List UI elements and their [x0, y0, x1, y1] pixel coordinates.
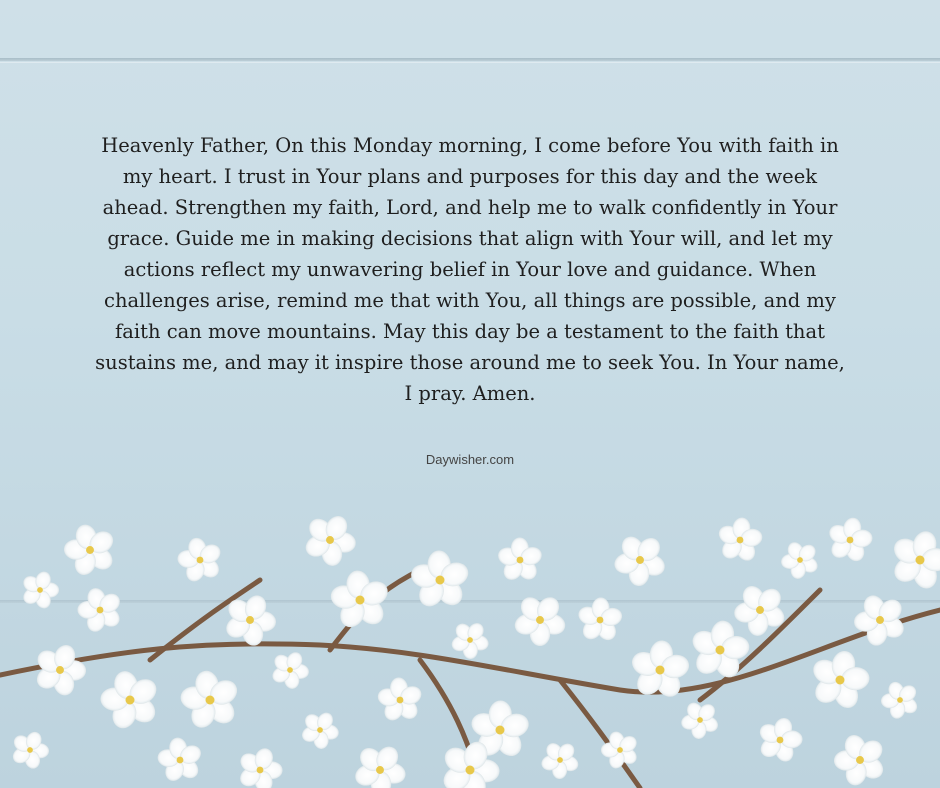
- blossom: [329, 570, 391, 631]
- blossom: [78, 586, 123, 634]
- blossom: [540, 740, 580, 779]
- prayer-text: Heavenly Father, On this Monday morning, I come before You with faith in my heart. I trust in Your plans and purposes for this day and the week ahead. Strengthen my faith, Lord, and help me to walk confidently in Your grace. Guide me in making decisions that align with Your will, and let my actions reflect my unwavering belief in Your love and guidance. When challenges arise, remind me that with You, all things are possible, and my faith can move mountains. May this day be a testament to the faith that sustains me, and may it inspire those around me to seek You. In Your name, I pray. Amen.: [95, 134, 845, 405]
- blossom: [157, 737, 204, 784]
- blossom: [352, 743, 407, 788]
- blossom: [601, 730, 639, 770]
- blossom: [512, 593, 567, 645]
- blossom: [21, 570, 59, 610]
- blossom: [10, 730, 49, 770]
- blossom: [613, 533, 668, 586]
- blossom: [270, 650, 309, 690]
- cherry-blossom-branch-illustration: [0, 500, 940, 788]
- watermark-credit: Daywisher.com: [425, 452, 515, 467]
- blossom: [300, 710, 340, 749]
- wood-grain-line: [0, 62, 940, 63]
- blossom: [64, 523, 117, 578]
- blossom: [180, 669, 241, 731]
- blossom: [689, 619, 751, 681]
- blossom: [303, 513, 358, 567]
- blossom: [450, 620, 490, 659]
- blossom: [237, 746, 282, 788]
- blossom: [826, 517, 873, 564]
- branch: [560, 680, 640, 788]
- blossom: [834, 732, 887, 787]
- blossom: [496, 538, 544, 583]
- wood-plank-seam: [0, 58, 940, 61]
- blossom: [757, 716, 803, 764]
- blossom: [890, 529, 940, 592]
- blossom: [680, 700, 720, 739]
- blossom: [809, 649, 870, 711]
- blossom: [780, 540, 819, 580]
- blossom: [100, 669, 160, 732]
- blossom: [409, 550, 472, 610]
- blossom: [853, 592, 907, 647]
- blossom: [33, 642, 86, 697]
- blossom: [881, 680, 920, 720]
- blossom: [376, 677, 423, 723]
- blossom: [716, 517, 763, 564]
- blossom: [177, 536, 223, 583]
- blossom: [576, 597, 624, 643]
